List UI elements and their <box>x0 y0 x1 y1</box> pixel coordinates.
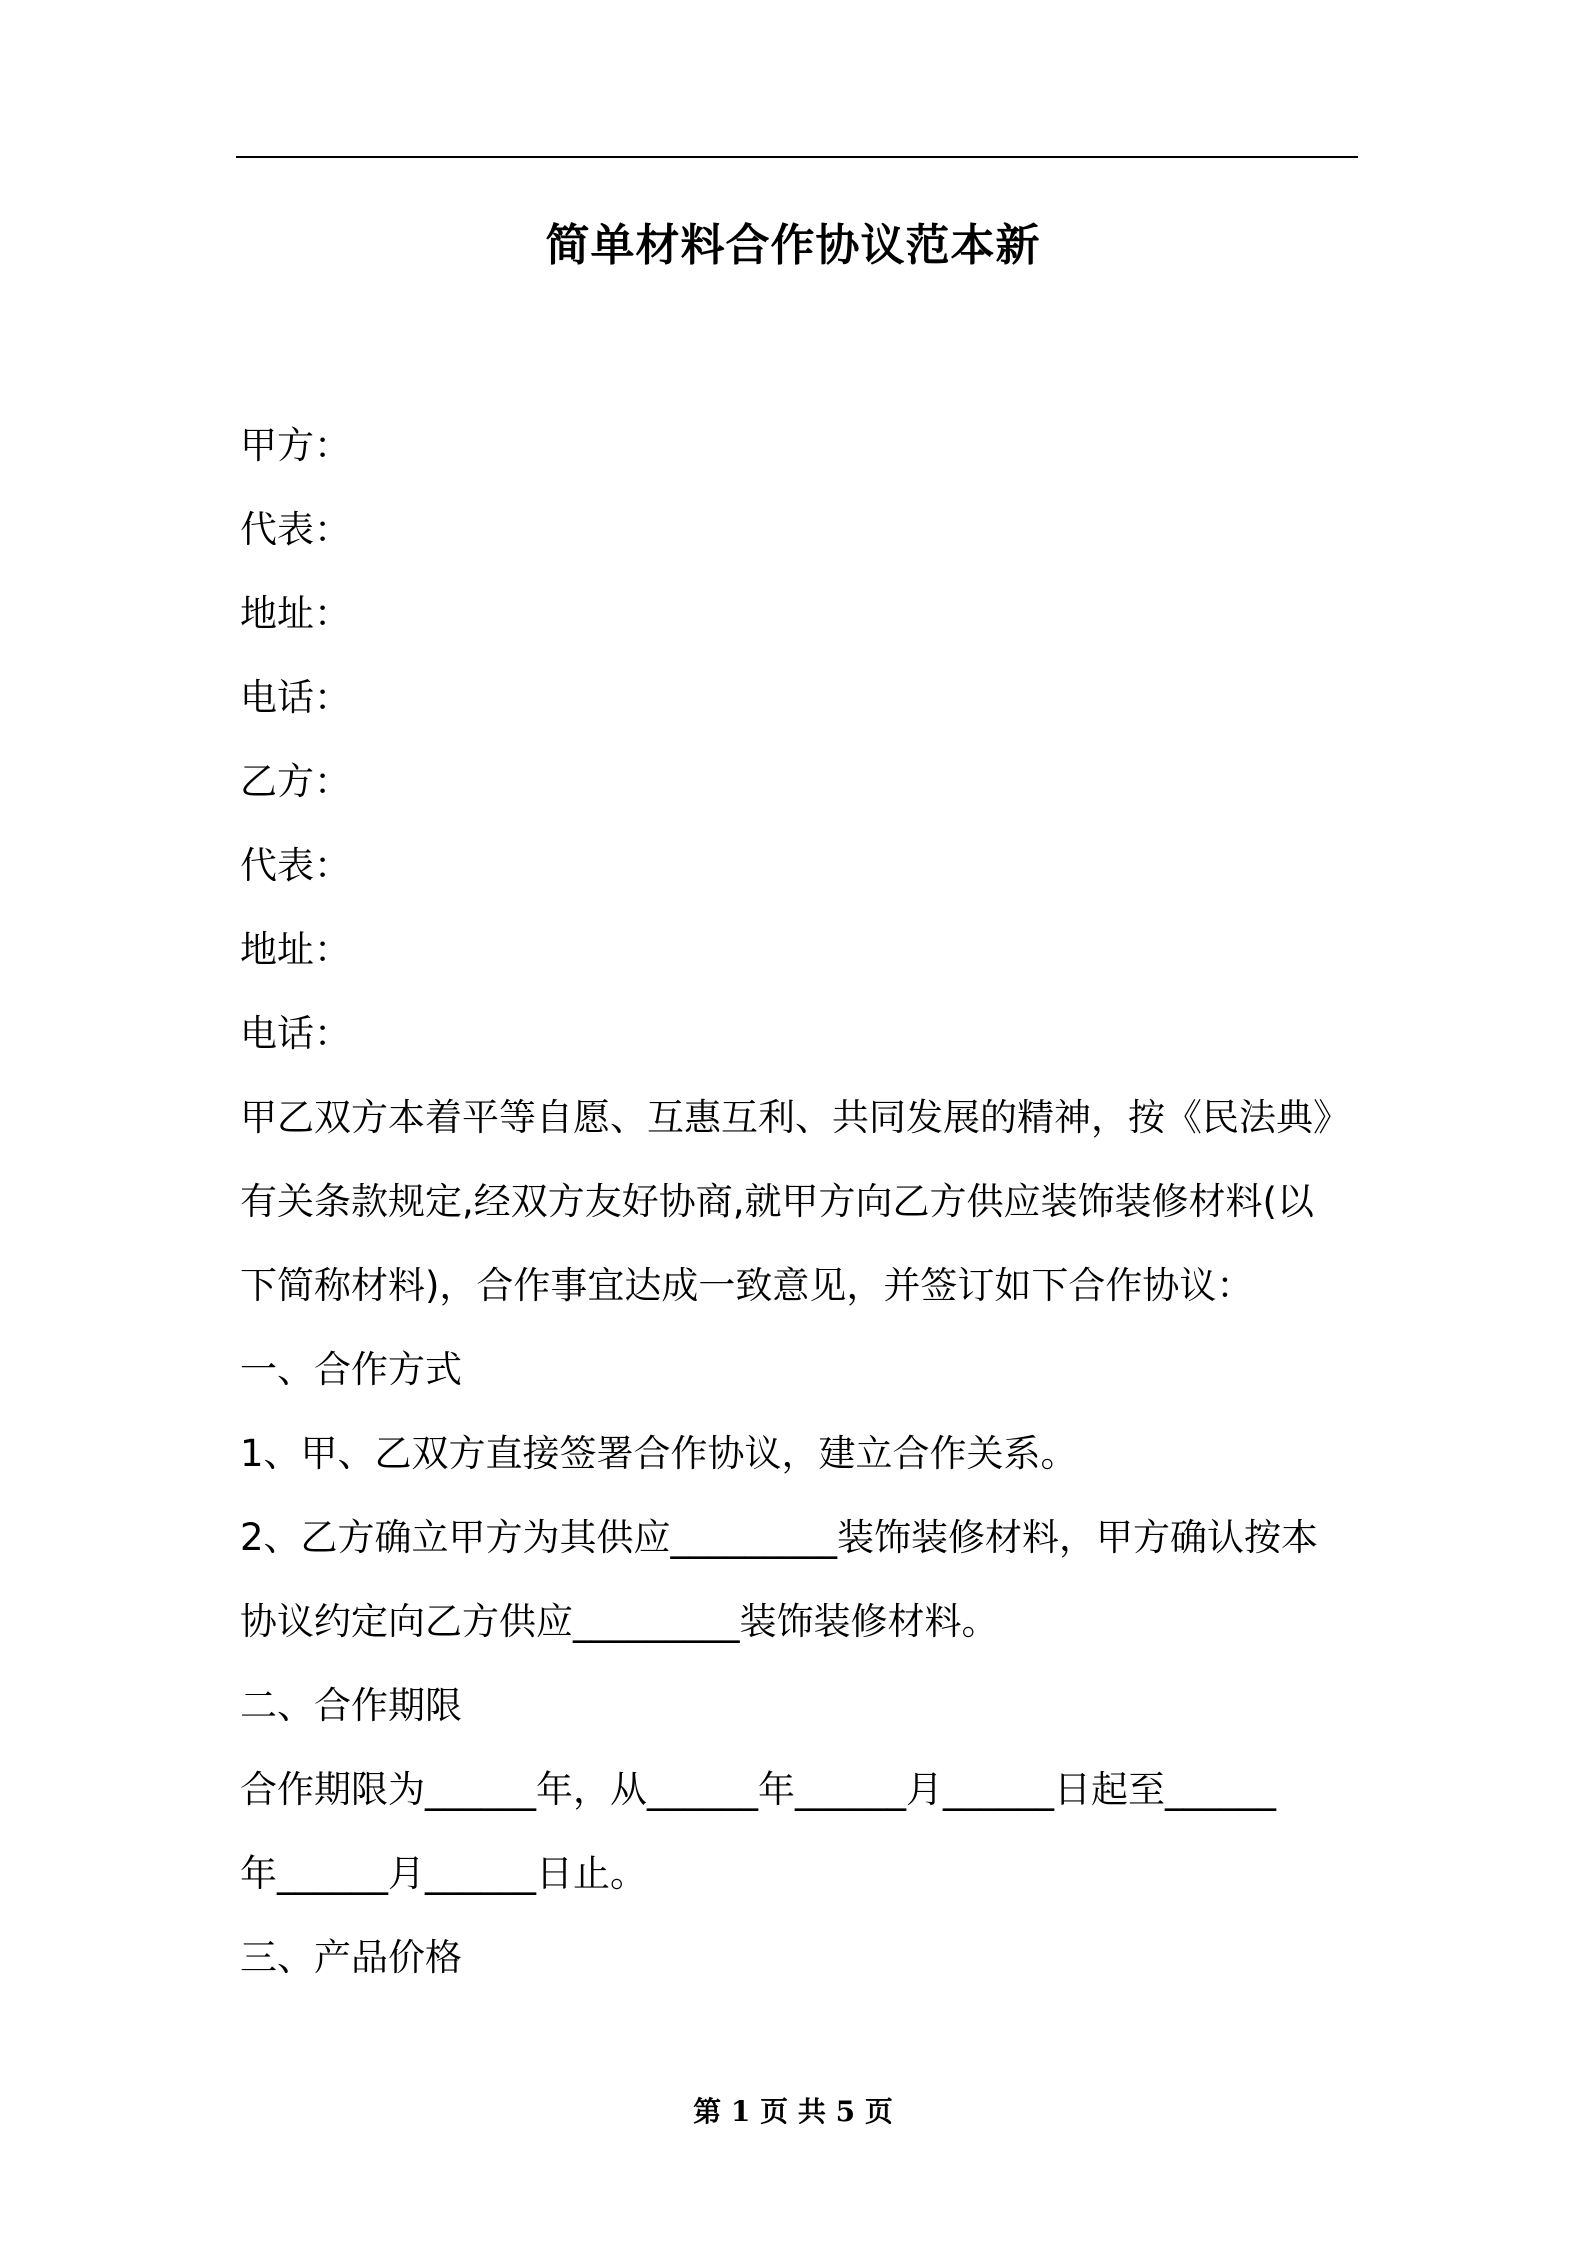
page-number-footer: 第 1 页 共 5 页 <box>693 2095 893 2128</box>
document-body <box>240 404 1370 2000</box>
term-line-2: 年______月______日止。 <box>240 1852 647 1895</box>
preamble-line-1: 甲乙双方本着平等自愿、互惠互利、共同发展的精神，按《民法典》 <box>240 1096 1350 1139</box>
section-1-heading: 一、合作方式 <box>240 1348 462 1391</box>
party-a-address: 地址： <box>240 592 351 635</box>
party-b-representative: 代表： <box>240 844 351 887</box>
party-a-representative: 代表： <box>240 508 351 551</box>
section-3-heading: 三、产品价格 <box>240 1936 462 1979</box>
party-a-label: 甲方： <box>240 424 351 467</box>
header-rule <box>236 156 1358 158</box>
party-a-phone: 电话： <box>240 676 351 719</box>
term-line-1: 合作期限为______年，从______年______月______日起至______ <box>240 1768 1276 1811</box>
party-b-label: 乙方： <box>240 760 351 803</box>
clause-1-2-line-2: 协议约定向乙方供应_________装饰装修材料。 <box>240 1600 999 1643</box>
preamble-line-2: 有关条款规定,经双方友好协商,就甲方向乙方供应装饰装修材料(以 <box>240 1180 1314 1223</box>
clause-1-1: 1、甲、乙双方直接签署合作协议，建立合作关系。 <box>240 1432 1078 1475</box>
party-b-address: 地址： <box>240 928 351 971</box>
document-title: 简单材料合作协议范本新 <box>545 220 1041 271</box>
section-2-heading: 二、合作期限 <box>240 1684 462 1727</box>
preamble-line-3: 下简称材料)，合作事宜达成一致意见，并签订如下合作协议： <box>240 1264 1254 1307</box>
clause-1-2-line-1: 2、乙方确立甲方为其供应_________装饰装修材料，甲方确认按本 <box>240 1516 1319 1559</box>
party-b-phone: 电话： <box>240 1012 351 1055</box>
